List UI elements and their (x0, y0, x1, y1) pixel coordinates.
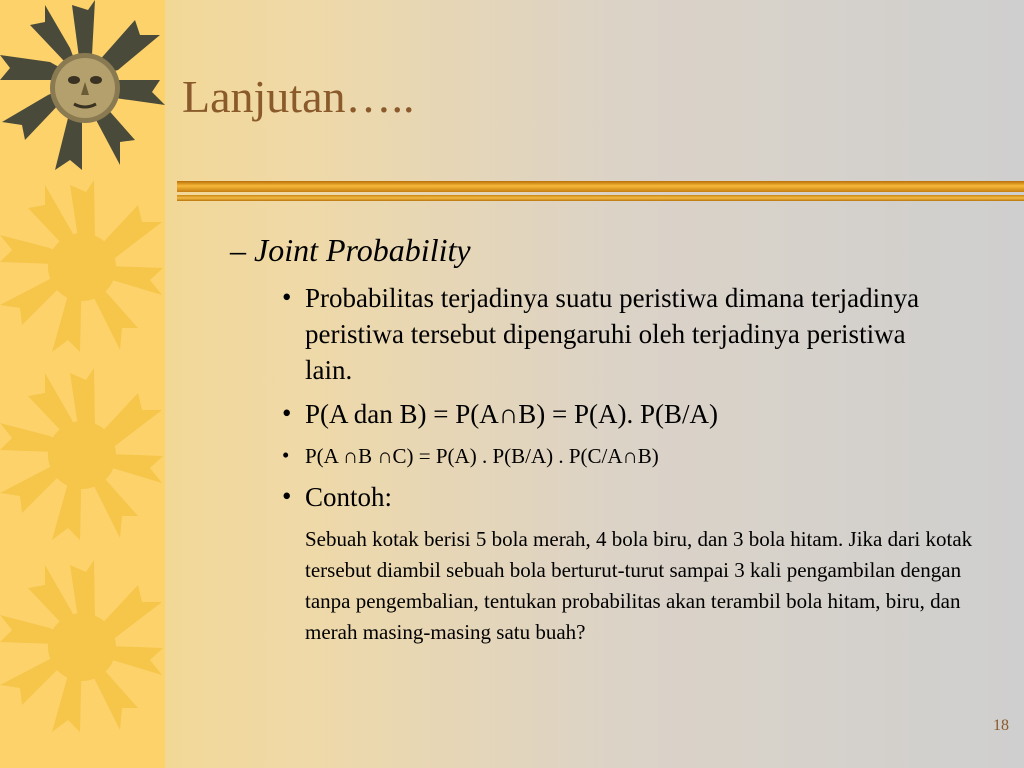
bullet-marker: • (282, 443, 290, 467)
dash-marker: – (230, 232, 246, 268)
bullet-text: Contoh: (305, 482, 393, 512)
bullet-text: P(A dan B) = P(A∩B) = P(A). P(B/A) (305, 399, 718, 429)
title-divider (177, 181, 1024, 203)
sun-icon (0, 368, 165, 543)
sun-icon (0, 560, 165, 735)
bullet-marker: • (282, 398, 292, 428)
subheading (230, 232, 471, 269)
bullet-text: Probabilitas terjadinya suatu peristiwa dimana terjadinya peristiwa tersebut dipengaruhi oleh terjadinya peristiwa lain. (305, 283, 920, 385)
bullet-marker: • (282, 481, 292, 511)
sun-face-icon (0, 0, 165, 175)
example-paragraph: Sebuah kotak berisi 5 bola merah, 4 bola biru, dan 3 bola hitam. Jika dari kotak tersebut diambil sebuah bola berturut-turut sampai 3 kali pengambilan dengan tanpa pengembalian, tentukan probabilitas akan terambil bola hitam, biru, dan merah masing-masing satu buah? (305, 527, 973, 644)
page-number: 18 (993, 717, 1009, 734)
bullet-text: P(A ∩B ∩C) = P(A) . P(B/A) . P(C/A∩B) (305, 444, 659, 468)
slide-title: Lanjutan….. (182, 71, 415, 122)
subheading-text: Joint Probability (254, 232, 471, 268)
sun-icon (0, 180, 165, 355)
bullet-marker: • (282, 282, 292, 312)
